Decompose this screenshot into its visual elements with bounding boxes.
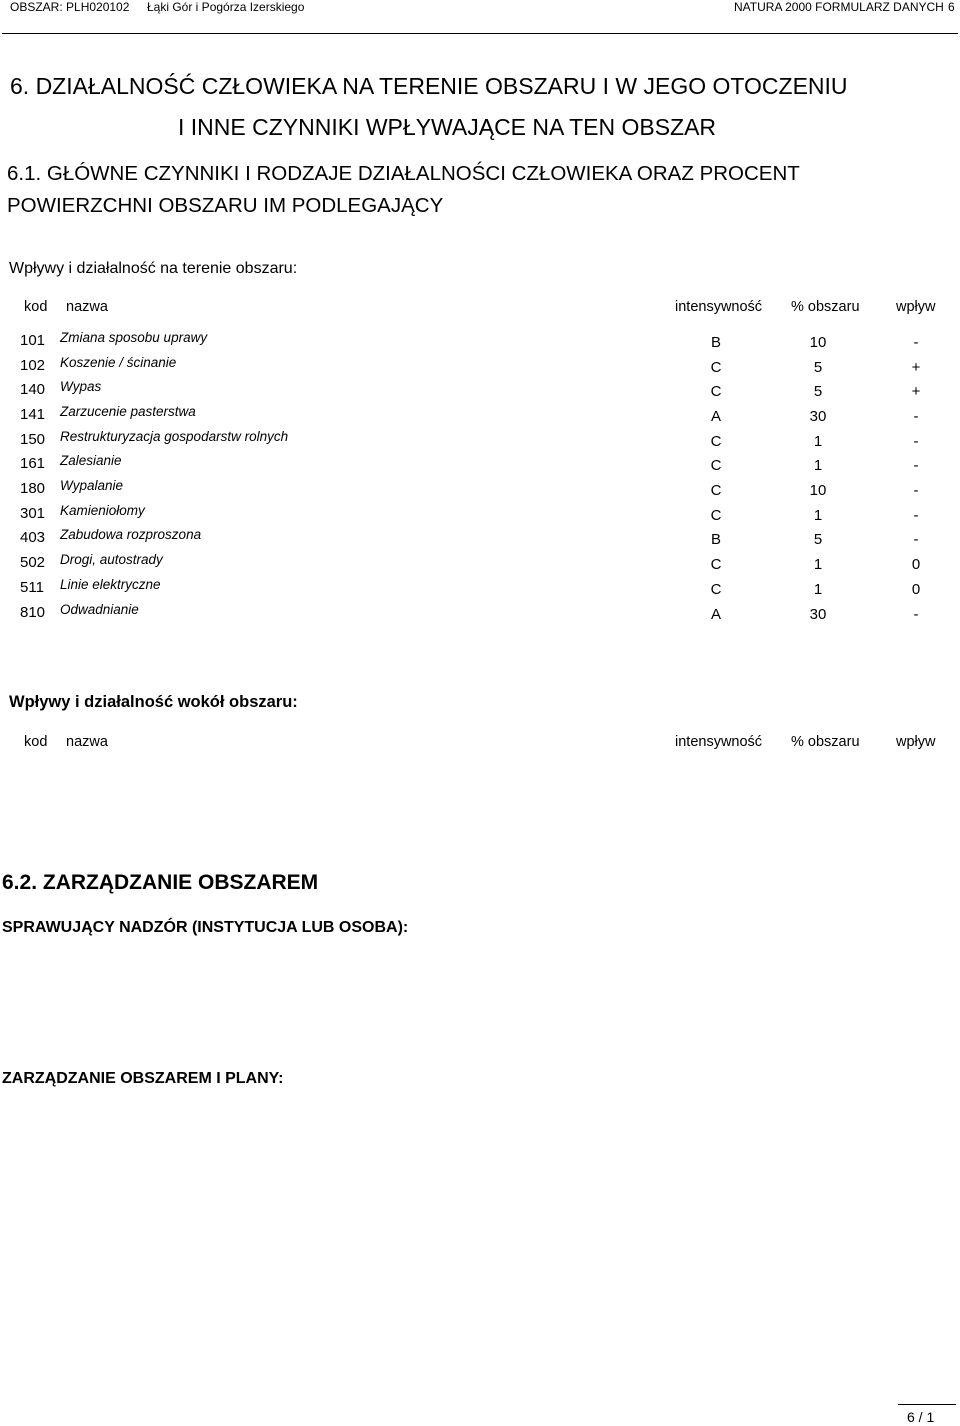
col-procent: % obszaru bbox=[791, 734, 860, 750]
cell-nazwa: Zalesianie bbox=[60, 453, 122, 468]
col-intensywnosc: intensywność bbox=[675, 734, 763, 750]
cell-kod: 150 bbox=[20, 431, 46, 448]
cell-wplyw: - bbox=[913, 531, 919, 548]
cell-nazwa: Restrukturyzacja gospodarstw rolnych bbox=[60, 429, 289, 444]
cell-nazwa: Zarzucenie pasterstwa bbox=[60, 404, 196, 419]
col-intensywnosc: intensywność bbox=[675, 299, 763, 315]
cell-intensywnosc: A bbox=[710, 408, 721, 425]
cell-procent: 1 bbox=[813, 581, 823, 598]
cell-kod: 140 bbox=[20, 381, 46, 398]
on-site-label: Wpływy i działalność na terenie obszaru: bbox=[9, 260, 298, 277]
table-row bbox=[0, 477, 960, 501]
col-wplyw: wpływ bbox=[896, 734, 936, 750]
cell-intensywnosc: C bbox=[710, 383, 722, 400]
cell-nazwa: Koszenie / ścinanie bbox=[60, 355, 177, 370]
cell-kod: 180 bbox=[20, 480, 46, 497]
cell-procent: 30 bbox=[809, 606, 827, 623]
cell-kod: 101 bbox=[20, 332, 46, 349]
header-form-title: NATURA 2000 FORMULARZ DANYCH bbox=[734, 0, 944, 14]
cell-kod: 301 bbox=[20, 505, 46, 522]
cell-procent: 1 bbox=[813, 556, 823, 573]
col-nazwa: nazwa bbox=[66, 734, 108, 750]
cell-nazwa: Linie elektryczne bbox=[60, 577, 161, 592]
section-6-title-line1: 6. DZIAŁALNOŚĆ CZŁOWIEKA NA TERENIE OBSZARU I W JEGO OTOCZENIU bbox=[10, 73, 848, 99]
cell-procent: 30 bbox=[809, 408, 827, 425]
table-row bbox=[0, 551, 960, 575]
cell-intensywnosc: C bbox=[710, 507, 722, 524]
cell-nazwa: Zabudowa rozproszona bbox=[60, 527, 202, 542]
cell-wplyw: - bbox=[913, 606, 919, 623]
cell-kod: 511 bbox=[20, 579, 44, 596]
cell-wplyw: - bbox=[913, 482, 919, 499]
header-divider bbox=[2, 33, 958, 34]
cell-procent: 1 bbox=[813, 457, 823, 474]
page-header bbox=[0, 0, 960, 34]
cell-procent: 5 bbox=[813, 359, 823, 376]
cell-intensywnosc: B bbox=[710, 531, 721, 548]
header-page-number: 6 bbox=[948, 0, 955, 14]
table-row bbox=[0, 502, 960, 526]
table-row bbox=[0, 526, 960, 550]
col-kod: kod bbox=[24, 734, 48, 750]
cell-kod: 403 bbox=[20, 529, 46, 546]
cell-nazwa: Wypalanie bbox=[60, 478, 124, 493]
cell-wplyw: - bbox=[913, 408, 919, 425]
cell-wplyw: - bbox=[913, 334, 919, 351]
cell-nazwa: Drogi, autostrady bbox=[60, 552, 163, 567]
cell-nazwa: Zmiana sposobu uprawy bbox=[60, 330, 208, 345]
cell-procent: 1 bbox=[813, 433, 823, 450]
cell-intensywnosc: C bbox=[710, 556, 722, 573]
cell-procent: 10 bbox=[809, 334, 827, 351]
cell-wplyw: - bbox=[913, 507, 919, 524]
cell-procent: 1 bbox=[813, 507, 823, 524]
section-61-title-line2: POWIERZCHNI OBSZARU IM PODLEGAJĄCY bbox=[7, 194, 444, 217]
header-site-code: OBSZAR: PLH020102 bbox=[10, 0, 130, 14]
supervisor-label: SPRAWUJĄCY NADZÓR (INSTYTUCJA LUB OSOBA): bbox=[2, 919, 409, 936]
cell-kod: 141 bbox=[20, 406, 46, 423]
footer-divider bbox=[898, 1404, 956, 1405]
col-kod: kod bbox=[24, 299, 48, 315]
cell-intensywnosc: C bbox=[710, 433, 722, 450]
table-row bbox=[0, 601, 960, 625]
table-row bbox=[0, 576, 960, 600]
cell-nazwa: Odwadnianie bbox=[60, 602, 139, 617]
table-row bbox=[0, 329, 960, 353]
table-row bbox=[0, 354, 960, 378]
table-row bbox=[0, 403, 960, 427]
cell-procent: 5 bbox=[813, 531, 823, 548]
cell-kod: 502 bbox=[20, 554, 46, 571]
col-procent: % obszaru bbox=[791, 299, 860, 315]
cell-wplyw: + bbox=[911, 359, 921, 376]
cell-wplyw: + bbox=[911, 383, 921, 400]
cell-nazwa: Wypas bbox=[60, 379, 102, 394]
cell-nazwa: Kamieniołomy bbox=[60, 503, 145, 518]
col-wplyw: wpływ bbox=[896, 299, 936, 315]
around-site-label: Wpływy i działalność wokół obszaru: bbox=[9, 693, 298, 711]
cell-kod: 810 bbox=[20, 604, 46, 621]
cell-intensywnosc: C bbox=[710, 359, 722, 376]
page-indicator: 6 / 1 bbox=[907, 1409, 935, 1425]
cell-procent: 5 bbox=[813, 383, 823, 400]
cell-intensywnosc: A bbox=[710, 606, 721, 623]
table-row bbox=[0, 428, 960, 452]
section-6-title-line2: I INNE CZYNNIKI WPŁYWAJĄCE NA TEN OBSZAR bbox=[178, 114, 717, 140]
cell-wplyw: - bbox=[913, 433, 919, 450]
table-row bbox=[0, 378, 960, 402]
cell-wplyw: - bbox=[913, 457, 919, 474]
cell-wplyw: 0 bbox=[911, 556, 921, 573]
cell-intensywnosc: C bbox=[710, 581, 722, 598]
cell-intensywnosc: C bbox=[710, 482, 722, 499]
cell-kod: 161 bbox=[20, 455, 46, 472]
cell-procent: 10 bbox=[809, 482, 827, 499]
col-nazwa: nazwa bbox=[66, 299, 108, 315]
cell-intensywnosc: B bbox=[710, 334, 721, 351]
header-site-name: Łąki Gór i Pogórza Izerskiego bbox=[147, 0, 305, 14]
section-62-title: 6.2. ZARZĄDZANIE OBSZAREM bbox=[2, 871, 319, 894]
section-61-title-line1: 6.1. GŁÓWNE CZYNNIKI I RODZAJE DZIAŁALNOŚCI CZŁOWIEKA ORAZ PROCENT bbox=[7, 162, 800, 185]
table-row bbox=[0, 452, 960, 476]
cell-kod: 102 bbox=[20, 357, 46, 374]
cell-wplyw: 0 bbox=[911, 581, 921, 598]
management-plans-label: ZARZĄDZANIE OBSZAREM I PLANY: bbox=[2, 1070, 284, 1087]
cell-intensywnosc: C bbox=[710, 457, 722, 474]
